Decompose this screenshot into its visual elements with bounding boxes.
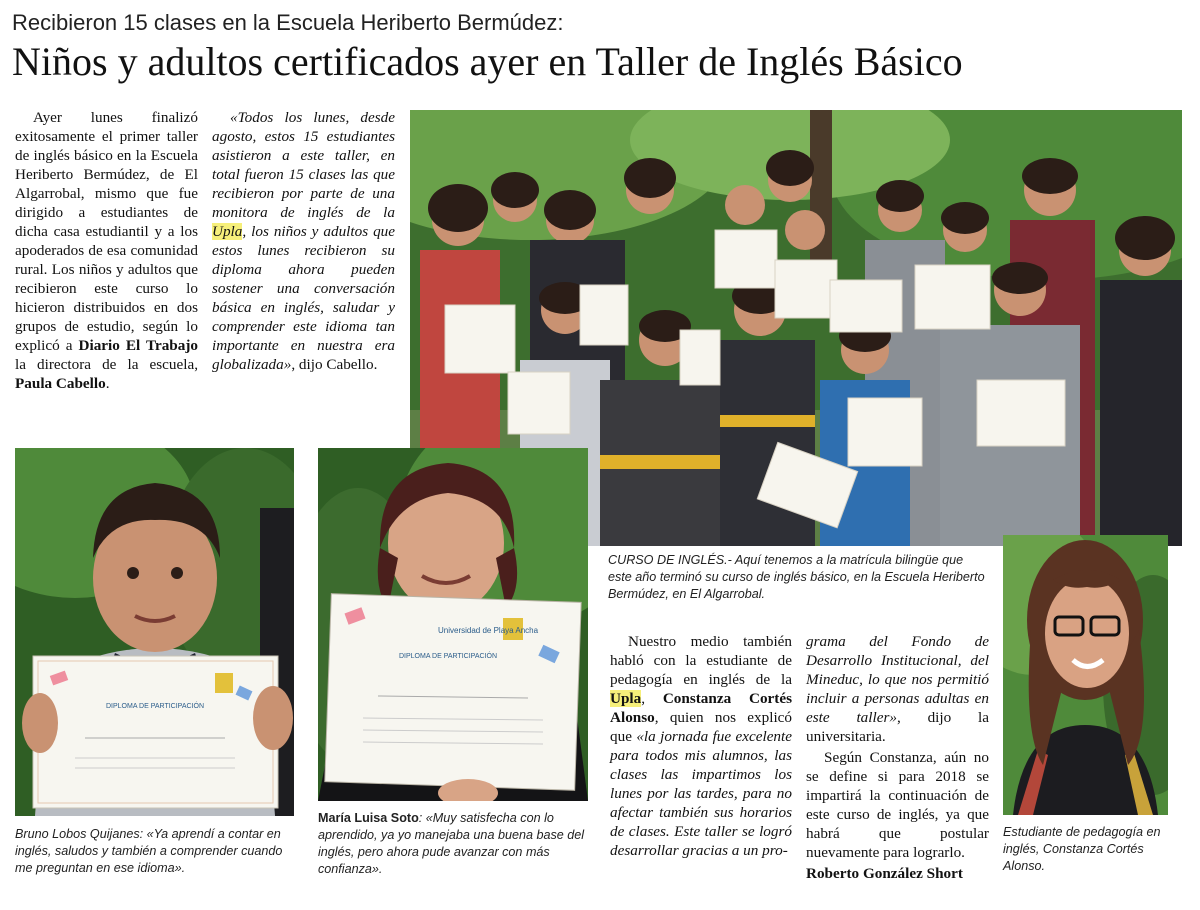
diploma-org-text: Universidad de Playa Ancha (438, 626, 539, 635)
body-column-4: grama del Fondo de Desarrollo Institucional, del Mineduc, lo que nos permitió incluir a personas adultas en este taller», dijo la universitaria. Según Constanza, aún no se define si para 2018 se impartirá la continuación de este curso de inglés, ya que habrá que postular nuevamente para lograrlo. Roberto González Short (806, 633, 990, 882)
director-name: Paula Cabello (15, 375, 106, 392)
newspaper-name: Diario El Trabajo (78, 337, 198, 354)
diploma-title-text: DIPLOMA DE PARTICIPACIÓN (398, 653, 498, 660)
body-column-1: Ayer lunes finalizó exitosamente el primer taller de inglés básico en la Escuela Heriberto Bermúdez, de El Algarrobal, mismo que fue dirigido a estudiantes de dicha casa estudiantil y a los apoderados de esa comunidad rural. Los niños y adultos que recibieron este curso lo hicieron distribuidos en dos grupos de estudio, según lo explicó a Diario El Trabajo la directora de la escuela, Paula Cabello. (15, 109, 198, 392)
svg-text:DIPLOMA DE PARTICIPACIÓN: DIPLOMA DE PARTICIPACIÓN (105, 703, 205, 710)
article-kicker: Recibieron 15 clases en la Escuela Heriberto Bermúdez: (12, 10, 564, 35)
article-author: Roberto González Short (806, 865, 963, 882)
director-quote: «Todos los lunes, desde agosto, estos 15 estudiantes asistieron a este taller, en total fueron 15 clases las que recibieron por parte de una monitora de inglés de la (212, 109, 395, 221)
woman-name: María Luisa Soto (318, 811, 419, 825)
boy-photo (15, 448, 294, 816)
director-quote: , los niños y adultos que estos lunes recibieron su diploma ahora pueden sostener una conversación básica en inglés, saludar y comprender este idioma tan importante en nuestra era globalizada» (212, 223, 395, 373)
student-quote: «la jornada fue excelente para todos mis alumnos, las clases las impartimos los lunes por las tardes, para no afectar también sus horarios de clases. Este taller se logró desarrollar gracias a un pro- (610, 728, 792, 859)
body-column-2: «Todos los lunes, desde agosto, estos 15 estudiantes asistieron a este taller, en total fueron 15 clases las que recibieron por parte de una monitora de inglés de la Upla, los niños y adultos que estos lunes recibieron su diploma ahora pueden sostener una conversación básica en inglés, saludar y comprender este idioma tan importante en nuestra era globalizada», dijo Cabello. (212, 109, 395, 373)
teacher-photo-caption: Estudiante de pedagogía en inglés, Constanza Cortés Alonso. (1003, 825, 1161, 873)
article-headline: Niños y adultos certificados ayer en Taller de Inglés Básico (12, 39, 963, 84)
group-photo-caption: CURSO DE INGLÉS.- Aquí tenemos a la matrícula bilingüe que este año terminó su curso de inglés básico, en la Escuela Heriberto Bermúdez, en El Algarrobal. (608, 553, 985, 601)
woman-photo-caption: María Luisa Soto: «Muy satisfecha con lo aprendido, ya yo manejaba una buena base del inglés, pero ahora pude avanzar con más confianza». (318, 811, 585, 876)
woman-photo (318, 448, 588, 801)
body-column-3: Nuestro medio también habló con la estudiante de pedagogía en inglés de la Upla, Constanza Cortés Alonso, quien nos explicó que «la jornada fue excelente para todos mis alumnos, las clases las impartimos los lunes por las tardes, para no afectar también sus horarios de clases. Este taller se logró desarrollar gracias a un pro- (610, 633, 792, 859)
upla-highlight: Upla (610, 690, 642, 707)
body-text: Ayer lunes finalizó exitosamente el primer taller de inglés básico en la Escuela Heriberto Bermúdez, de El Algarrobal, mismo que fue dirigido a estudiantes de dicha casa estudiantil y a los apoderados de esa comunidad rural. Los niños y adultos que recibieron este curso lo hicieron distribuidos en dos grupos de estudio, según lo explicó a (15, 109, 198, 354)
boy-photo-caption: Bruno Lobos Quijanes: «Ya aprendí a contar en inglés, saludos y también a comprender cuando me preguntan en ese idioma». (15, 827, 283, 875)
student-name: Constanza Cortés Alonso (610, 690, 792, 726)
teacher-photo (1003, 535, 1168, 815)
upla-highlight: Upla (212, 223, 243, 240)
student-quote: grama del Fondo de Desarrollo Institucional, del Mineduc, lo que nos permitió incluir a personas adultas en este taller» (806, 633, 989, 726)
body-text: la directora de la escuela, (15, 356, 198, 373)
